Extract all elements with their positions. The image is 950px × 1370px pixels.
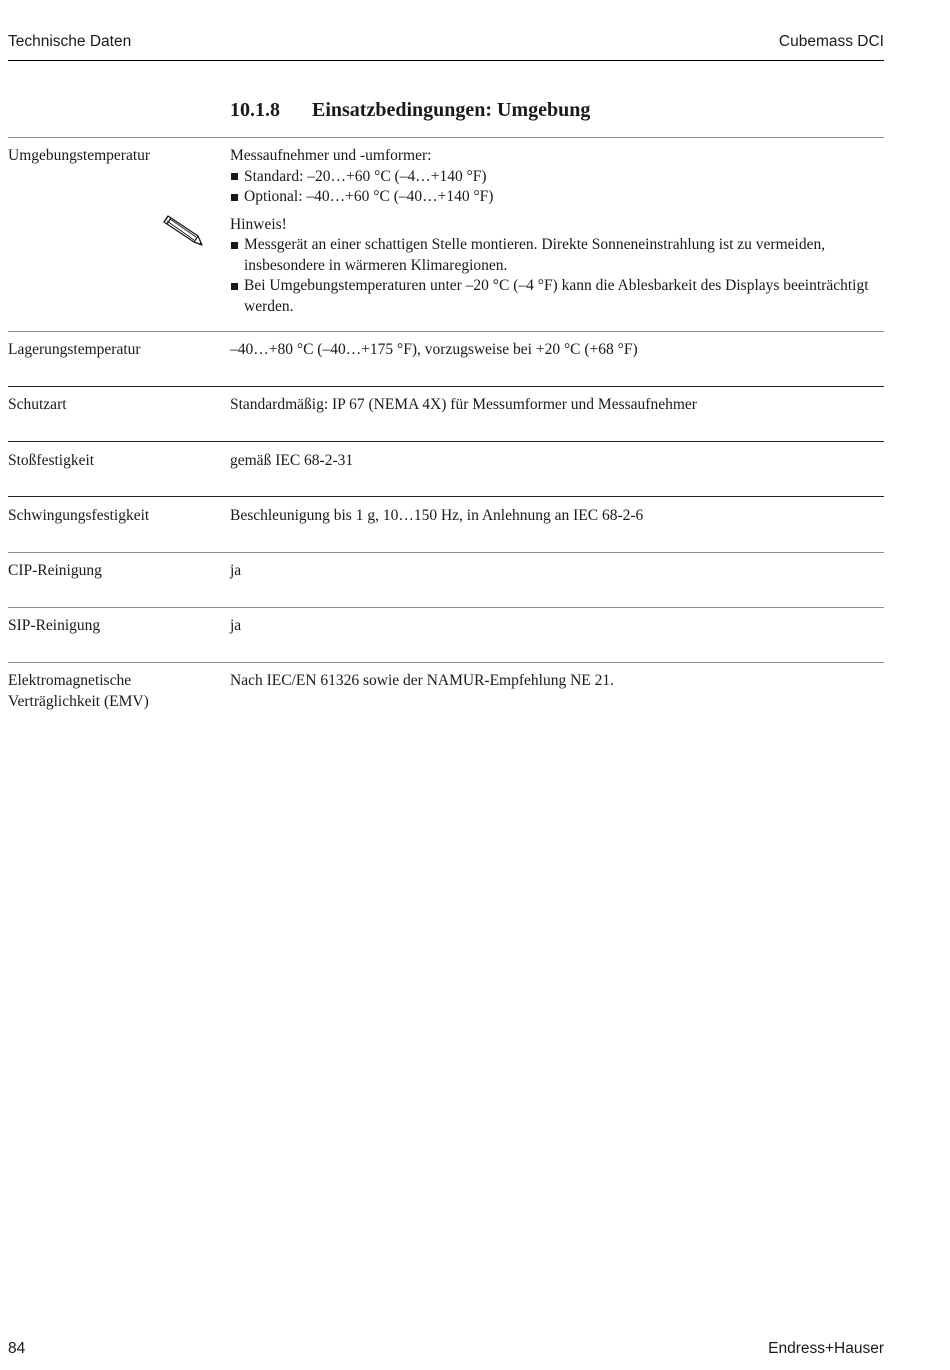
table-divider xyxy=(8,607,884,608)
header-divider xyxy=(8,60,884,61)
row-label-emv xyxy=(8,671,218,712)
list-item: Optional: –40…+60 °C (–40…+140 °F) xyxy=(230,187,884,208)
table-divider xyxy=(8,496,884,497)
row-value-umgebungstemperatur xyxy=(230,146,884,317)
footer-brand: Endress+Hauser xyxy=(768,1340,884,1357)
list-item: Standard: –20…+60 °C (–4…+140 °F) xyxy=(230,167,884,188)
pencil-note-icon xyxy=(160,212,204,248)
value-intro: Messaufnehmer und -umformer: xyxy=(230,147,432,164)
row-value-emv: Nach IEC/EN 61326 sowie der NAMUR-Empfehlung NE 21. xyxy=(230,672,614,689)
row-label-cip-reinigung: CIP-Reinigung xyxy=(8,562,102,579)
row-label-schutzart: Schutzart xyxy=(8,396,67,413)
section-heading xyxy=(230,99,590,122)
table-divider xyxy=(8,662,884,663)
page-number: 84 xyxy=(8,1340,26,1357)
row-value-lagerungstemperatur: –40…+80 °C (–40…+175 °F), vorzugsweise bei +20 °C (+68 °F) xyxy=(230,341,638,358)
row-label-stossfestigkeit: Stoßfestigkeit xyxy=(8,452,95,469)
row-value-stossfestigkeit: gemäß IEC 68-2-31 xyxy=(230,452,354,469)
row-value-sip-reinigung: ja xyxy=(230,617,242,634)
row-label-lagerungstemperatur: Lagerungstemperatur xyxy=(8,341,141,358)
row-value-schutzart: Standardmäßig: IP 67 (NEMA 4X) für Messumformer und Messaufnehmer xyxy=(230,396,697,413)
note-title: Hinweis! xyxy=(230,215,287,233)
table-divider xyxy=(8,331,884,332)
row-label-emv-line: Elektromagnetische xyxy=(8,672,132,689)
note-list xyxy=(230,235,884,317)
row-value-schwingungsfestigkeit: Beschleunigung bis 1 g, 10…150 Hz, in Anlehnung an IEC 68-2-6 xyxy=(230,507,644,524)
table-divider xyxy=(8,137,884,138)
list-item: Bei Umgebungstemperaturen unter –20 °C (–4 °F) kann die Ablesbarkeit des Displays beeinträchtigt werden. xyxy=(230,276,884,317)
running-header-section: Technische Daten xyxy=(8,33,132,50)
table-divider xyxy=(8,552,884,553)
row-label-sip-reinigung: SIP-Reinigung xyxy=(8,617,101,634)
section-title: Einsatzbedingungen: Umgebung xyxy=(312,99,591,121)
row-value-cip-reinigung: ja xyxy=(230,562,242,579)
temperature-list xyxy=(230,167,884,208)
table-divider xyxy=(8,441,884,442)
section-number: 10.1.8 xyxy=(230,99,280,121)
row-label-emv-line: Verträglichkeit (EMV) xyxy=(8,692,149,710)
row-label-umgebungstemperatur: Umgebungstemperatur xyxy=(8,147,151,164)
list-item: Messgerät an einer schattigen Stelle montieren. Direkte Sonneneinstrahlung ist zu vermeiden, insbesondere in wärmeren Klimaregionen. xyxy=(230,235,884,276)
row-label-schwingungsfestigkeit: Schwingungsfestigkeit xyxy=(8,507,150,524)
running-header-product: Cubemass DCI xyxy=(778,33,884,50)
table-divider xyxy=(8,386,884,387)
